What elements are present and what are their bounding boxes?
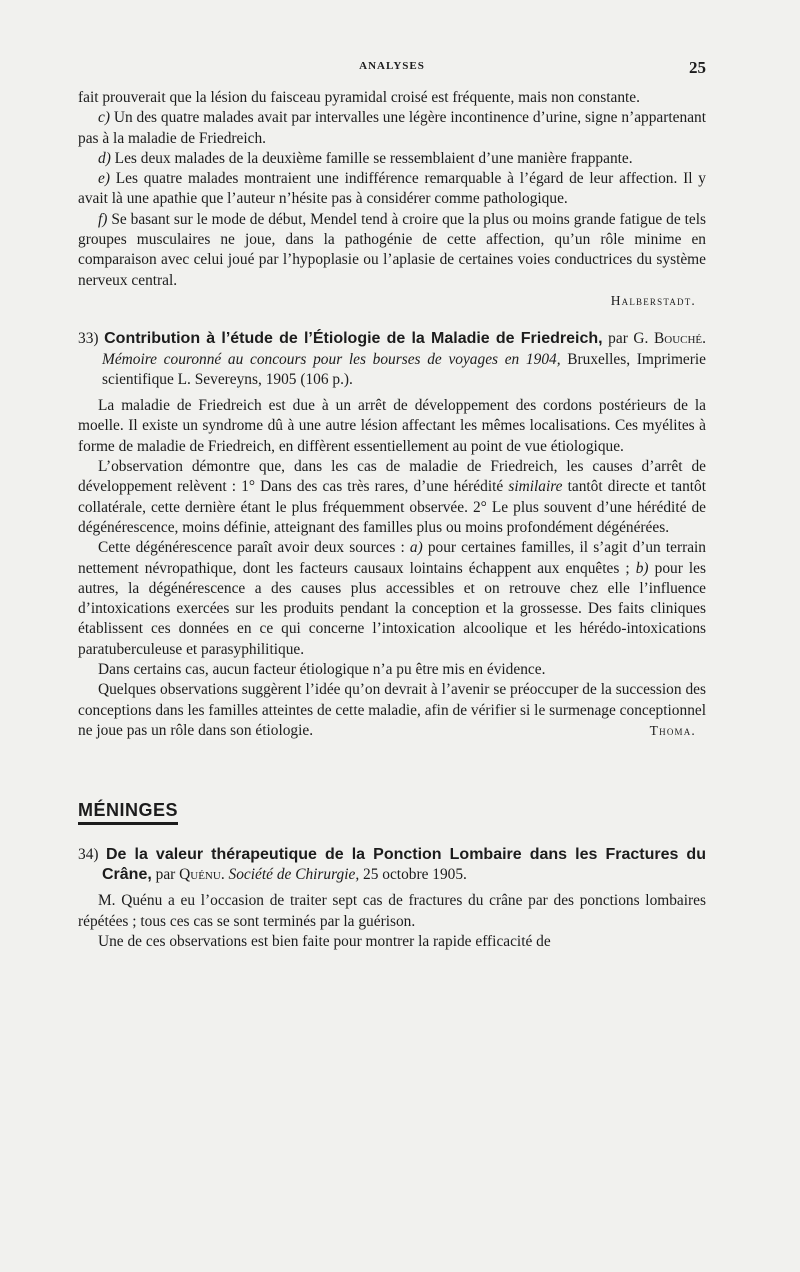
item-text: Se basant sur le mode de début, Mendel tend à croire que la plus ou moins grande fatigue de tels groupes musculaires ne joue, dans la pathogénie de cette affection, qu’un rôle minime en comparaison avec celui joué par l’hypoplasie ou l’aplasie de certaines voies conductrices du système nerveux central. — [78, 210, 706, 289]
intro-paragraph-f — [78, 210, 706, 291]
text-run: L’observation démontre que, dans les cas de maladie de Friedreich, les causes d’arrêt de développement relèvent : 1° Dans des cas très rares, d’une hérédité — [78, 458, 706, 496]
section-heading-meninges: MÉNINGES — [78, 800, 178, 825]
article-heading — [78, 329, 706, 390]
by-text: par — [151, 866, 180, 884]
page-body — [78, 88, 706, 952]
item-text: Un des quatre malades avait par intervalles une légère incontinence d’urine, signe n’appartenant pas à la maladie de Friedreich. — [78, 109, 706, 147]
article-title: Contribution à l’étude de l’Étiologie de la Maladie de Friedreich, — [104, 330, 603, 348]
article-paragraph: La maladie de Friedreich est due à un arrêt de développement des cordons postérieurs de la moelle. Il existe un syndrome dû à une autre lésion affectant les mêmes localisations. Ces myélites à forme de maladie de Friedreich, en diffèrent essentiellement au point de vue étiologique. — [78, 397, 706, 455]
article-source: Société de Chirurgie, — [228, 866, 360, 884]
article-paragraph: M. Quénu a eu l’occasion de traiter sept cas de fractures du crâne par des ponctions lombaires répétées ; tous ces cas se sont terminés par la guérison. — [78, 892, 706, 930]
article-heading — [78, 845, 706, 886]
article-34 — [78, 845, 706, 952]
article-33 — [78, 329, 706, 741]
page-number: 25 — [689, 58, 706, 77]
article-number: 34) — [78, 845, 99, 863]
article-paragraph: Quelques observations suggèrent l’idée qu’on devrait à l’avenir se préoccuper de la succession des conceptions dans les familles atteintes de cette maladie, afin de vérifier si le surmenage conceptionnel ne joue pas un rôle dans son étiologie. — [78, 681, 706, 739]
text-run: pour les autres, la dégénérescence a des causes plus accessibles et on retrouve chez elle l’influence d’intoxications exercées sur les produits pendant la conception et la grossesse. Des faits cliniques établissent ces données en ce qui concerne l’intoxication alcoolique et les hérédo-intoxications paratuberculeuse et parasyphilitique. — [78, 559, 706, 658]
text-run: tantôt directe et tantôt collatérale, cette dernière étant le plus fréquemment observée. 2° Le plus souvent d’une hérédité de dégénérescence, moins définie, atteignant des familles plus ou moins profondément dégénérées. — [78, 478, 707, 536]
running-title: ANALYSES — [359, 60, 425, 72]
item-marker: e) — [98, 170, 110, 188]
article-paragraph: Une de ces observations est bien faite pour montrer la rapide efficacité de — [98, 932, 551, 950]
article-number: 33) — [78, 330, 99, 348]
article-publisher: Bruxelles, Imprimerie scientifique L. Severeyns, 1905 (106 p.). — [102, 350, 707, 388]
article-paragraph: Dans certains cas, aucun facteur étiologique n’a pu être mis en évidence. — [98, 661, 546, 679]
item-marker: f) — [98, 210, 108, 228]
period-text: . — [702, 330, 706, 348]
item-text: Les deux malades de la deuxième famille se ressemblaient d’une manière frappante. — [110, 149, 633, 167]
period-text: . — [220, 866, 229, 884]
intro-paragraph-c — [78, 108, 706, 149]
intro-paragraph-1: fait prouverait que la lésion du faisceau pyramidal croisé est fréquente, mais non constante. — [78, 89, 640, 106]
italic-text: similaire — [508, 478, 563, 496]
signature-thoma: Thoma. — [649, 723, 696, 739]
article-paragraph — [78, 457, 706, 538]
item-marker: c) — [98, 109, 110, 127]
page-header — [78, 58, 706, 80]
article-paragraph — [78, 538, 706, 660]
signature-halberstadt: Halberstadt. — [610, 292, 696, 308]
text-run: pour certaines familles, il s’agit d’un terrain nettement névropathique, dont les facteurs causaux lointains échappent aux enquêtes ; — [78, 539, 707, 577]
item-text: Les quatre malades montraient une indifférence remarquable à l’égard de leur affection. Il y avait là une apathie que l’auteur n’hésite pas à considérer comme pathologique. — [78, 170, 706, 208]
article-title: De la valeur thérapeutique de la Ponction Lombaire dans les Fractures du Crâne, — [102, 845, 706, 884]
italic-text: a) — [409, 539, 423, 557]
item-marker: d) — [98, 149, 111, 167]
text-run: Cette dégénérescence paraît avoir deux sources : — [98, 539, 410, 557]
article-author: Quénu — [179, 866, 221, 884]
article-source: Mémoire couronné au concours pour les bourses de voyages en 1904, — [102, 350, 561, 368]
intro-paragraph-d — [78, 149, 706, 169]
article-date: 25 octobre 1905. — [359, 866, 467, 884]
italic-text: b) — [635, 559, 649, 577]
article-author: Bouché — [653, 330, 703, 348]
intro-paragraph-e — [78, 169, 706, 210]
by-text: par G. — [602, 330, 654, 348]
